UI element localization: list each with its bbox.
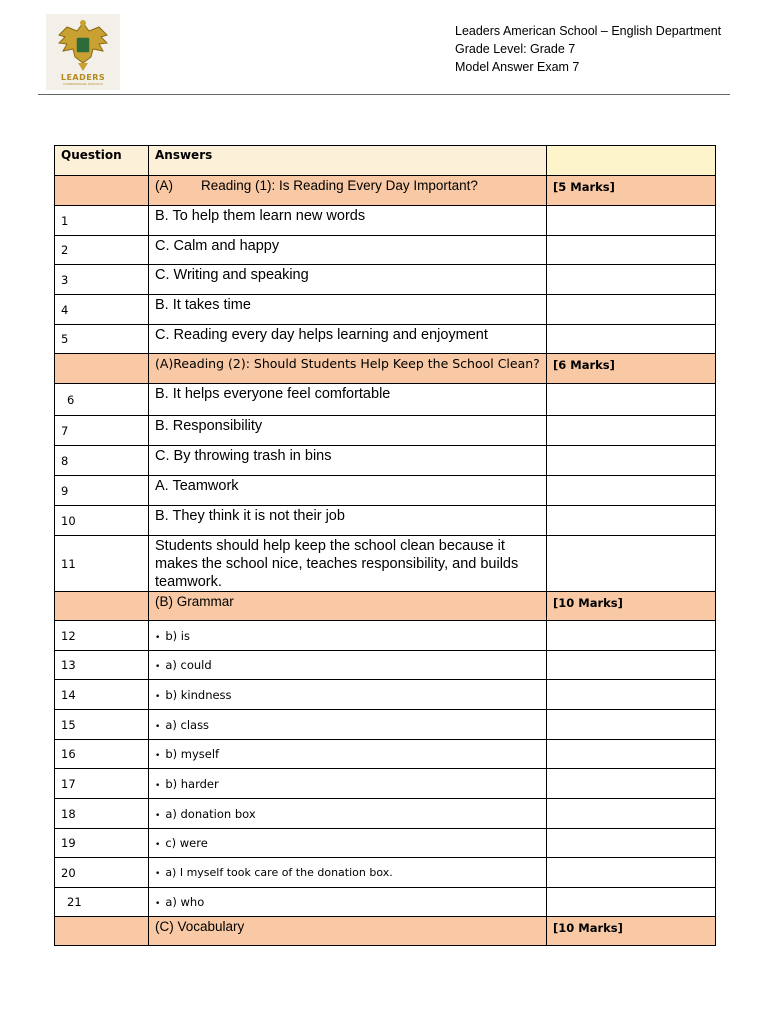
section-row-reading-1 (55, 176, 716, 206)
table-header-row (55, 146, 716, 176)
logo-text: LEADERS (60, 73, 106, 82)
answer-cell: • b) myself (149, 740, 547, 769)
section-marks: [6 Marks] (547, 354, 716, 384)
header-school-line: Leaders American School – English Department (455, 24, 722, 38)
answer-cell: C. Calm and happy (149, 236, 547, 265)
table-row (55, 416, 716, 446)
table-row (55, 476, 716, 506)
table-row (55, 384, 716, 416)
question-number: 2 (55, 236, 149, 265)
table-row (55, 621, 716, 651)
question-number: 7 (55, 416, 149, 446)
section-title: (B) Grammar (149, 592, 547, 621)
table-row (55, 325, 716, 354)
section-marks: [10 Marks] (547, 592, 716, 621)
section-title: (C) Vocabulary (149, 917, 547, 946)
question-number: 4 (55, 295, 149, 325)
question-number: 14 (55, 680, 149, 710)
answer-cell: B. To help them learn new words (149, 206, 547, 236)
answer-cell: C. By throwing trash in bins (149, 446, 547, 476)
question-number: 17 (55, 769, 149, 799)
answer-cell: • a) donation box (149, 799, 547, 829)
header-exam-line: Model Answer Exam 7 (455, 60, 580, 74)
table-row (55, 740, 716, 769)
question-number: 20 (55, 858, 149, 888)
question-number: 6 (55, 384, 149, 416)
answer-cell: Students should help keep the school clean because it makes the school nice, teaches responsibility, and builds teamwork. (149, 536, 547, 592)
section-row-grammar (55, 592, 716, 621)
answer-cell: B. It helps everyone feel comfortable (149, 384, 547, 416)
table-row (55, 799, 716, 829)
table-row (55, 506, 716, 536)
column-header-answers: Answers (149, 146, 547, 176)
question-number: 10 (55, 506, 149, 536)
answer-cell: • b) is (149, 621, 547, 651)
answer-cell: C. Reading every day helps learning and enjoyment (149, 325, 547, 354)
document-header (455, 22, 721, 76)
answer-cell: • a) class (149, 710, 547, 740)
answer-table (54, 145, 716, 946)
answer-cell: B. They think it is not their job (149, 506, 547, 536)
table-row (55, 888, 716, 917)
answer-cell: • a) could (149, 651, 547, 680)
table-row (55, 295, 716, 325)
section-marks: [5 Marks] (547, 176, 716, 206)
question-number: 13 (55, 651, 149, 680)
question-number: 11 (55, 536, 149, 592)
table-row (55, 680, 716, 710)
answer-cell: B. It takes time (149, 295, 547, 325)
question-number: 16 (55, 740, 149, 769)
answer-cell: C. Writing and speaking (149, 265, 547, 295)
question-number: 15 (55, 710, 149, 740)
school-logo (46, 14, 120, 90)
table-row (55, 710, 716, 740)
answer-cell: • b) harder (149, 769, 547, 799)
table-row (55, 236, 716, 265)
question-number: 5 (55, 325, 149, 354)
question-number: 21 (55, 888, 149, 917)
question-number: 1 (55, 206, 149, 236)
table-row (55, 829, 716, 858)
column-header-question: Question (55, 146, 149, 176)
answer-cell: • a) I myself took care of the donation box. (149, 858, 547, 888)
question-number: 12 (55, 621, 149, 651)
question-number: 9 (55, 476, 149, 506)
table-row (55, 858, 716, 888)
section-title: (A) Reading (1): Is Reading Every Day Important? (149, 176, 547, 206)
question-number: 19 (55, 829, 149, 858)
table-row (55, 769, 716, 799)
header-grade-line: Grade Level: Grade 7 (455, 42, 576, 56)
section-marks: [10 Marks] (547, 917, 716, 946)
table-row (55, 265, 716, 295)
table-row (55, 446, 716, 476)
table-row (55, 206, 716, 236)
question-number: 8 (55, 446, 149, 476)
eagle-crest-icon (55, 17, 111, 73)
logo-subtext: INTERNATIONAL SCHOOLS (63, 82, 103, 86)
section-row-vocabulary (55, 917, 716, 946)
table-row (55, 536, 716, 592)
answer-cell: • a) who (149, 888, 547, 917)
question-number: 18 (55, 799, 149, 829)
answer-cell: A. Teamwork (149, 476, 547, 506)
answer-cell: • b) kindness (149, 680, 547, 710)
answer-cell: • c) were (149, 829, 547, 858)
column-header-marks (547, 146, 716, 176)
section-row-reading-2 (55, 354, 716, 384)
answer-cell: B. Responsibility (149, 416, 547, 446)
question-number: 3 (55, 265, 149, 295)
header-divider (38, 94, 730, 95)
section-title: (A)Reading (2): Should Students Help Keep the School Clean? (149, 354, 547, 384)
table-row (55, 651, 716, 680)
